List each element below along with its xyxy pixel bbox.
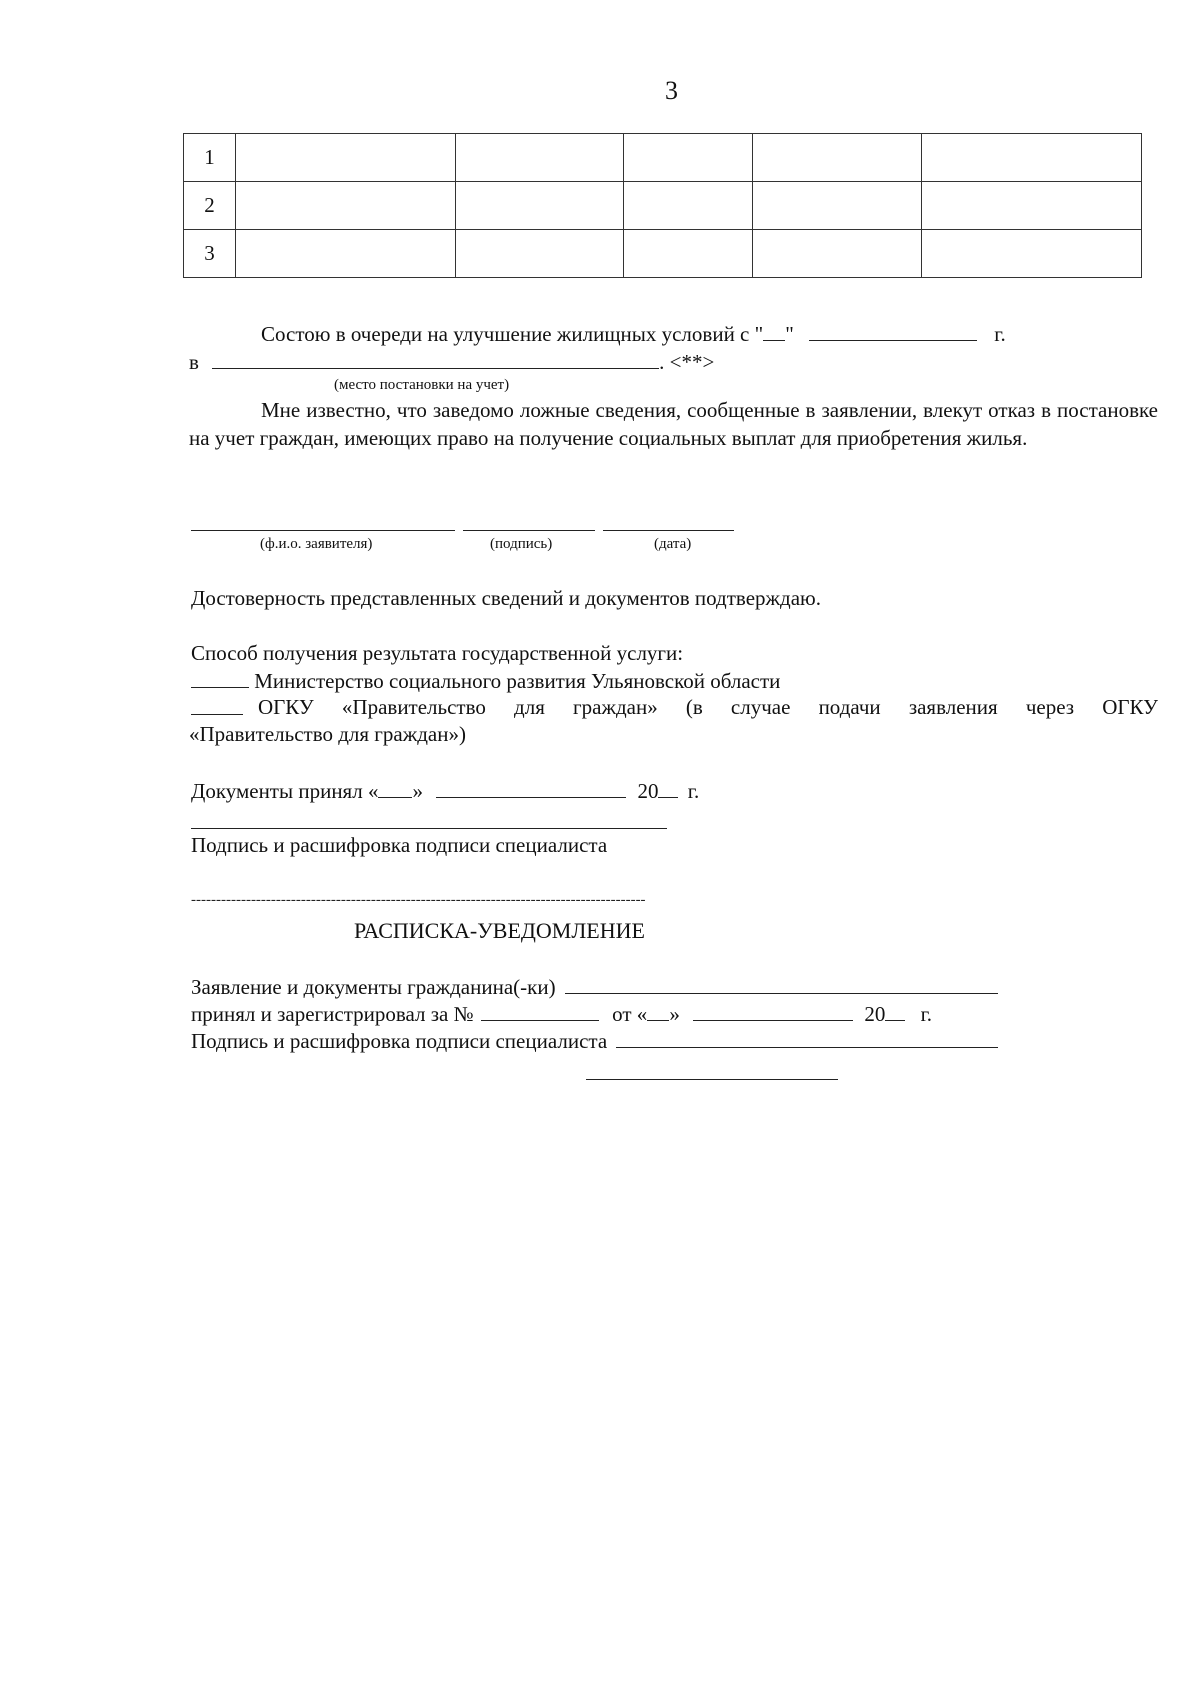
accepted-day-field[interactable] (378, 777, 412, 798)
receipt-specialist-field[interactable] (616, 1027, 998, 1048)
method-option-ogku-text: ОГКУ «Правительство для граждан» (в случае подачи заявления через ОГКУ (258, 695, 1158, 719)
table-row (184, 182, 1142, 230)
day-field[interactable] (763, 320, 785, 341)
year-suffix: г. (994, 322, 1006, 346)
accepted-month-field[interactable] (436, 777, 626, 798)
place-field[interactable] (212, 348, 659, 369)
closing-rule (586, 1079, 838, 1080)
date-caption: (дата) (654, 536, 692, 552)
method-heading: Способ получения результата государственной услуги: (191, 641, 684, 665)
fio-line[interactable] (191, 530, 455, 531)
table-row (184, 230, 1142, 278)
date-line[interactable] (603, 530, 734, 531)
receipt-title: РАСПИСКА-УВЕДОМЛЕНИЕ (354, 918, 645, 943)
specialist-caption: Подпись и расшифровка подписи специалиста (191, 833, 608, 857)
option-ministry-mark[interactable] (191, 667, 249, 688)
data-table (183, 133, 1142, 278)
registration-month-field[interactable] (693, 1000, 853, 1021)
signature-line[interactable] (463, 530, 595, 531)
method-option-ogku (191, 694, 243, 721)
specialist-signature-line[interactable] (191, 828, 667, 829)
place-line: в . <**> (189, 350, 715, 374)
applicant-name-field[interactable] (565, 973, 998, 994)
receipt-line-applicant: Заявление и документы гражданина(-ки) (191, 973, 998, 1000)
method-option-ogku-text-cont: «Правительство для граждан») (189, 722, 466, 746)
page-number: 3 (665, 76, 678, 105)
signature-caption: (подпись) (490, 536, 553, 552)
row-number: 3 (184, 230, 236, 278)
registration-year-field[interactable] (885, 1000, 905, 1021)
accepted-year-field[interactable] (658, 777, 678, 798)
row-number: 1 (184, 134, 236, 182)
receipt-line-specialist: Подпись и расшифровка подписи специалиста (191, 1027, 998, 1054)
cut-line: ------------------------------------------------------------------------------------------- (191, 892, 646, 908)
queue-line: Состою в очереди на улучшение жилищных условий с " " г. (261, 322, 1006, 346)
registration-day-field[interactable] (647, 1000, 669, 1021)
warning-paragraph: Мне известно, что заведомо ложные сведения, сообщенные в заявлении, влекут отказ в постановке на учет граждан, имеющих право на получение социальных выплат для приобретения жилья. (189, 398, 1158, 450)
registration-number-field[interactable] (481, 1000, 599, 1021)
queue-text: Состою в очереди на улучшение жилищных условий с " (261, 322, 764, 346)
month-year-field[interactable] (809, 320, 977, 341)
row-number: 2 (184, 182, 236, 230)
option-ogku-mark[interactable] (191, 694, 243, 715)
confirmation-text: Достоверность представленных сведений и документов подтверждаю. (191, 586, 821, 610)
method-option-ministry: Министерство социального развития Ульяновской области (191, 667, 780, 694)
receipt-line-registration: принял и зарегистрировал за № от « » 20 г. (191, 1002, 933, 1026)
accepted-line: Документы принял « » 20 г. (191, 779, 700, 803)
table-row (184, 134, 1142, 182)
fio-caption: (ф.и.о. заявителя) (260, 536, 373, 552)
place-caption: (место постановки на учет) (334, 377, 510, 393)
